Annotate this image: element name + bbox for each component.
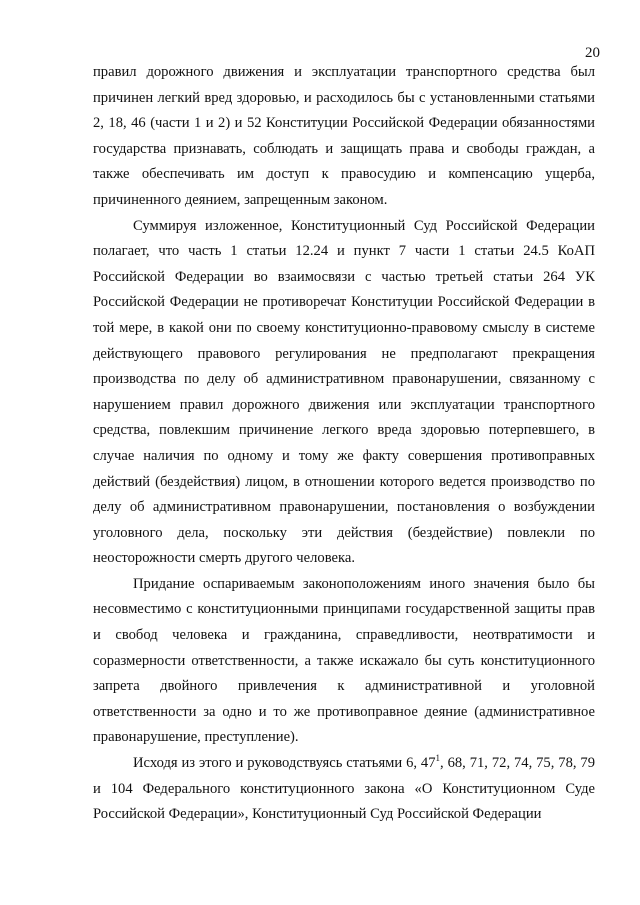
- article-superscript: 1: [435, 753, 441, 764]
- document-body: [93, 60, 595, 828]
- paragraph-alternative-meaning: Придание оспариваемым законоположениям иного значения было бы несовместимо с конституционными принципами государственной защиты прав и свобод человека и гражданина, справедливости, неотвратимости и соразмерности ответственности, а также искажало бы суть конституционного запрета двойного привлечения к административной и уголовной ответственности за одно и то же противоправное деяние (административное правонарушение, преступление).: [93, 575, 595, 746]
- conclusion-text-end: , 68, 71, 72, 74, 75, 78, 79 и 104 Федерального конституционного закона «О Конституционном Суде Российской Федерации», Конституционный Суд Российской Федерации: [93, 755, 596, 823]
- paragraph-conclusion-intro: [93, 751, 595, 828]
- paragraph-summary: Суммируя изложенное, Конституционный Суд Российской Федерации полагает, что часть 1 статьи 12.24 и пункт 7 части 1 статьи 24.5 КоАП Российской Федерации во взаимосвязи с частью третьей статьи 264 УК Российской Федерации не противоречат Конституции Российской Федерации в той мере, в какой они по своему конституционно-правовому смыслу в системе действующего правового регулирования не предполагают прекращения производства по делу об административном правонарушении, связанному с нарушением правил дорожного движения или эксплуатации транспортного средства, повлекшим причинение легкого вреда здоровью потерпевшего, в случае наличия по одному и тому же факту совершения противоправных действий (бездействия) лицом, в отношении которого ведется производство по делу об административном правонарушении, постановления о возбуждении уголовного дела, поскольку эти действия (бездействие) повлекли по неосторожности смерть другого человека.: [93, 217, 595, 567]
- page-number: 20: [585, 45, 600, 61]
- conclusion-text-start: Исходя из этого и руководствуясь статьями 6, 47: [133, 755, 436, 772]
- paragraph-continuation: правил дорожного движения и эксплуатации транспортного средства был причинен легкий вред здоровью, и расходилось бы с установленными статьями 2, 18, 46 (части 1 и 2) и 52 Конституции Российской Федерации обязанностями государства признавать, соблюдать и защищать права и свободы граждан, а также обеспечивать им доступ к правосудию и компенсацию ущерба, причиненного деянием, запрещенным законом.: [93, 64, 595, 208]
